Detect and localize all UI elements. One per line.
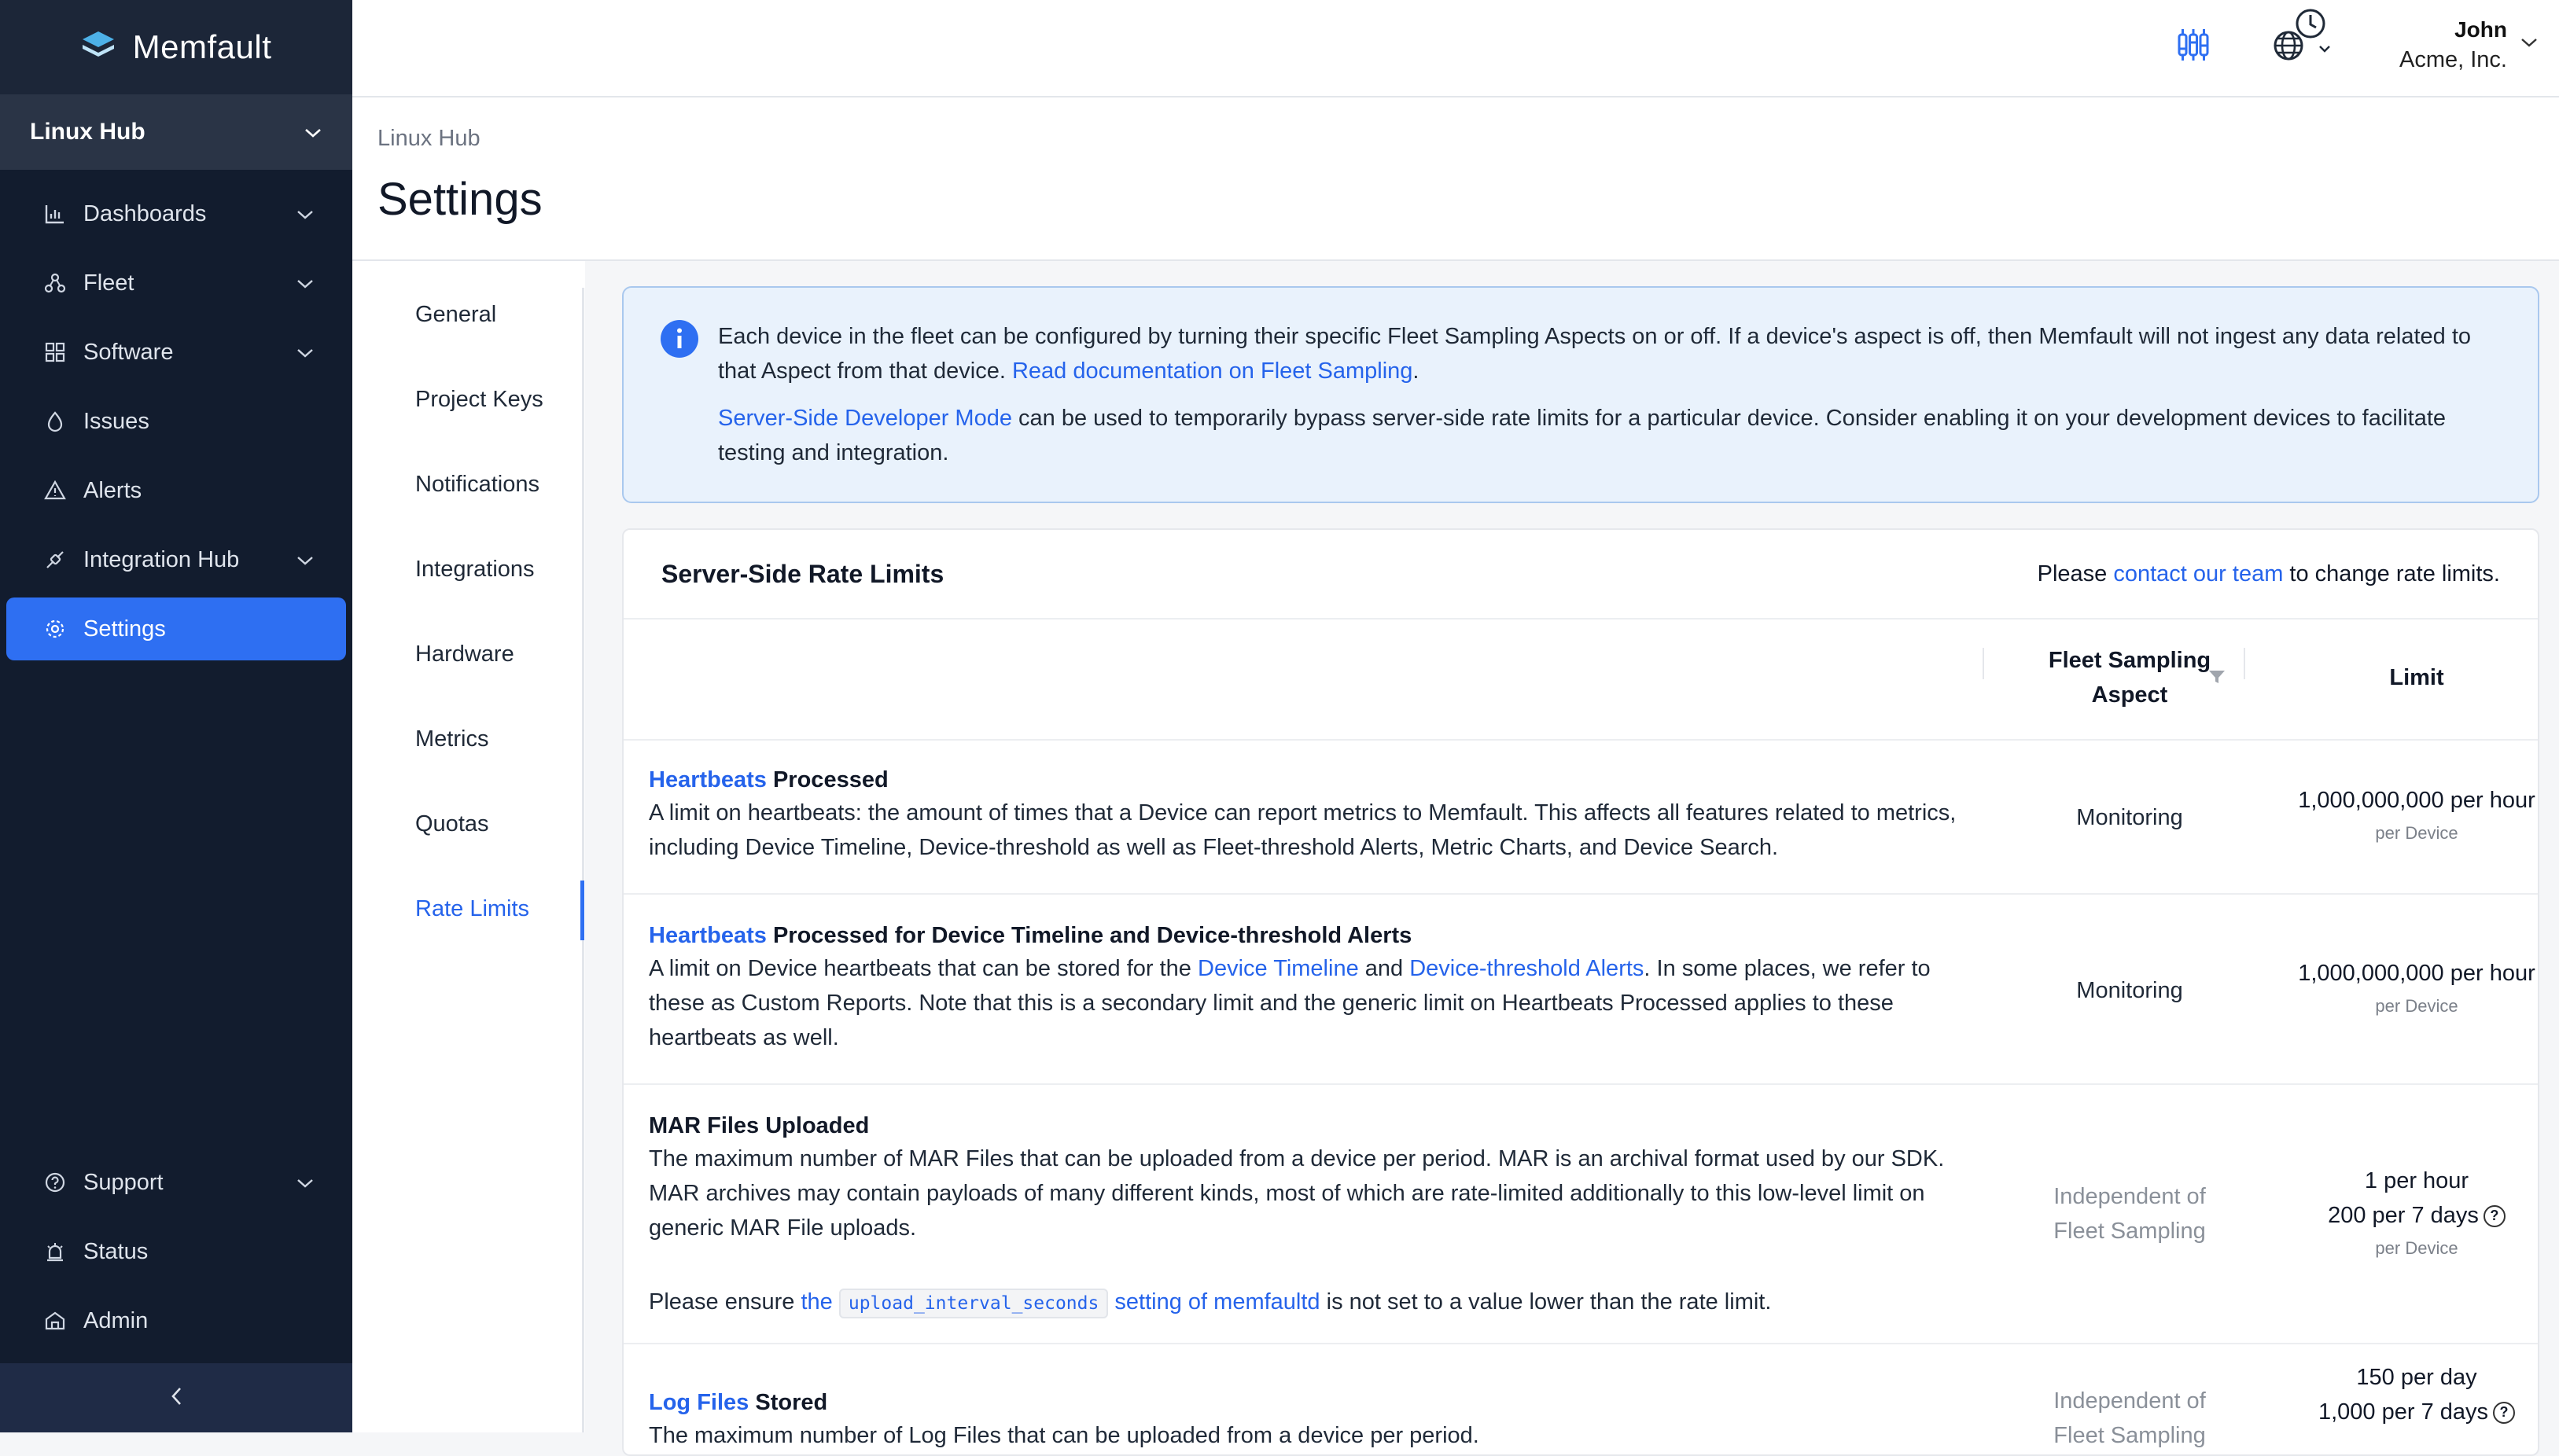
memfaultd-setting-link[interactable]: setting of memfaultd xyxy=(1114,1289,1320,1314)
row-aspect: Monitoring xyxy=(2076,978,2183,1003)
row-limit xyxy=(2291,1360,2542,1429)
tab-hardware[interactable]: Hardware xyxy=(415,642,514,667)
sidebar-item-label: Admin xyxy=(83,1307,149,1333)
sidebar-item-label: Dashboards xyxy=(83,200,207,226)
desc-text: A limit on Device heartbeats that can be stored for the xyxy=(649,956,1191,981)
tab-integrations[interactable]: Integrations xyxy=(415,557,535,582)
row-title-text: Processed xyxy=(772,767,889,792)
brand-name: Memfault xyxy=(132,28,272,65)
admin-icon xyxy=(41,1307,69,1335)
timezone-icon[interactable] xyxy=(2271,8,2337,72)
tab-notifications[interactable]: Notifications xyxy=(415,472,539,497)
row-limit xyxy=(2291,956,2542,1022)
sidebar-item-status[interactable] xyxy=(6,1220,346,1283)
settings-subnav xyxy=(352,261,585,1432)
header-text: Fleet Sampling xyxy=(2048,648,2211,673)
tab-metrics[interactable]: Metrics xyxy=(415,726,489,752)
breadcrumb[interactable]: Linux Hub xyxy=(377,126,481,151)
chevron-left-icon xyxy=(169,1386,183,1410)
chevron-down-icon[interactable] xyxy=(2520,36,2539,53)
sidebar-item-label: Support xyxy=(83,1169,164,1195)
grid-icon xyxy=(41,338,69,366)
contact-note xyxy=(2038,561,2500,587)
info-banner xyxy=(622,286,2539,503)
limit-scope: per Device xyxy=(2375,823,2458,843)
chart-icon xyxy=(41,200,69,228)
brand[interactable] xyxy=(0,0,352,94)
info-paragraph-2 xyxy=(718,401,2487,470)
chevron-down-icon xyxy=(296,1170,315,1196)
chevron-down-icon xyxy=(296,201,315,227)
limit-value: 150 per day xyxy=(2356,1365,2477,1390)
plug-icon xyxy=(41,546,69,574)
sidebar-item-fleet[interactable] xyxy=(6,252,346,314)
sidebar-nav xyxy=(0,170,352,660)
sidebar-item-label: Status xyxy=(83,1238,149,1264)
heartbeats-link[interactable]: Heartbeats xyxy=(649,767,767,792)
column-header-aspect[interactable] xyxy=(1976,643,2283,712)
page-header xyxy=(352,97,2559,261)
row-note xyxy=(649,1285,1970,1321)
contact-team-link[interactable]: contact our team xyxy=(2113,561,2284,586)
sidebar-item-label: Alerts xyxy=(83,477,142,503)
sidebar-item-settings[interactable] xyxy=(6,597,346,660)
chevron-down-icon xyxy=(304,119,322,145)
divider xyxy=(624,739,2538,741)
top-bar xyxy=(352,0,2559,97)
chevron-down-icon xyxy=(296,547,315,573)
sidebar-item-software[interactable] xyxy=(6,321,346,384)
aspect-text: Independent of xyxy=(2053,1184,2206,1209)
help-icon xyxy=(41,1168,69,1197)
sidebar xyxy=(0,0,352,1432)
help-icon[interactable]: ? xyxy=(2484,1205,2506,1227)
row-description: A limit on heartbeats: the amount of times that a Device can report metrics to Memfault. This affects all features related to metrics, including Device Timeline, Device-threshold as well as Fleet-threshold Alerts, Metric Charts, and Device Search. xyxy=(649,800,1957,860)
limit-value-with-help xyxy=(2291,1198,2542,1233)
aspect-text: Fleet Sampling xyxy=(2053,1219,2206,1244)
device-timeline-link[interactable]: Device Timeline xyxy=(1198,956,1359,981)
gear-icon xyxy=(41,615,69,643)
chevron-down-icon xyxy=(296,340,315,366)
sidebar-item-dashboards[interactable] xyxy=(6,182,346,245)
info-icon xyxy=(660,319,699,362)
chevron-down-icon xyxy=(296,270,315,296)
info-text: Each device in the fleet can be configured by turning their specific Fleet Sampling Aspects on or off. If a device's aspect is off, then Memfault will not ingest any data related to that Aspect from that device. xyxy=(718,324,2472,384)
page-title: Settings xyxy=(377,174,543,225)
fleet-sampling-docs-link[interactable]: Read documentation on Fleet Sampling xyxy=(1011,358,1413,384)
developer-mode-link[interactable]: Server-Side Developer Mode xyxy=(718,406,1012,431)
row-title: MAR Files Uploaded xyxy=(649,1113,870,1138)
sidebar-item-issues[interactable] xyxy=(6,390,346,453)
filter-icon[interactable] xyxy=(2207,668,2226,689)
aspect-text: Independent of xyxy=(2053,1388,2206,1414)
row-aspect: Monitoring xyxy=(2076,805,2183,830)
row-limit xyxy=(2291,783,2542,849)
column-header-limit: Limit xyxy=(2389,665,2444,690)
device-threshold-alerts-link[interactable]: Device-threshold Alerts xyxy=(1409,956,1644,981)
collapse-sidebar-button[interactable] xyxy=(0,1363,352,1432)
note-text: to change rate limits. xyxy=(2289,561,2500,586)
tab-rate-limits[interactable]: Rate Limits xyxy=(415,896,530,921)
sidebar-item-label: Software xyxy=(83,339,174,365)
desc-text: . In some places, we refer to these as Custom Reports. Note that this is a secondary limit and the generic limit on Heartbeats Processed applies to these heartbeats as well. xyxy=(649,956,1931,1050)
tab-quotas[interactable]: Quotas xyxy=(415,811,489,836)
active-tab-indicator xyxy=(580,881,584,940)
tab-project-keys[interactable]: Project Keys xyxy=(415,387,543,412)
card-title: Server-Side Rate Limits xyxy=(661,560,944,588)
limit-value: 1,000,000,000 per hour xyxy=(2298,961,2535,986)
limit-value: 1 per hour xyxy=(2364,1168,2469,1193)
limit-value: 1,000,000,000 per hour xyxy=(2298,788,2535,813)
row-title xyxy=(649,767,889,793)
sidebar-bottom-nav xyxy=(0,1145,352,1359)
limit-value: 200 per 7 days xyxy=(2328,1203,2479,1228)
info-paragraph-1: Each device in the fleet can be configured by turning their specific Fleet Sampling Aspects on or off. If a device's aspect is off, then Memfault will not ingest any data related to that Aspect from that device. Read documentation on Fleet Sampling. xyxy=(718,324,2472,384)
note-text: is not set to a value lower than the rate limit. xyxy=(1326,1289,1772,1314)
alert-icon xyxy=(41,476,69,505)
column-divider xyxy=(1983,648,1984,679)
limit-value: 1,000 per 7 days xyxy=(2318,1399,2489,1425)
sidebar-item-admin[interactable] xyxy=(6,1289,346,1352)
divider xyxy=(624,1083,2538,1085)
sidebar-item-label: Fleet xyxy=(83,270,134,296)
user-org: Acme, Inc. xyxy=(2399,47,2507,72)
limit-scope: per Device xyxy=(2375,1238,2458,1258)
log-files-link[interactable]: Log Files xyxy=(649,1390,749,1415)
divider xyxy=(624,618,2538,620)
row-description: The maximum number of MAR Files that can be uploaded from a device per period. MAR is an archival format used by our SDK. MAR archives may contain payloads of many different kinds, most of which are rate-limited additionally to this low-level limit on generic MAR File uploads. xyxy=(649,1146,1945,1241)
note-text: Please xyxy=(2037,561,2108,586)
status-icon xyxy=(41,1237,69,1266)
heartbeats-link[interactable]: Heartbeats xyxy=(649,923,767,948)
sidebar-item-label: Issues xyxy=(83,408,149,434)
row-aspect xyxy=(1976,1179,2283,1248)
project-name: Linux Hub xyxy=(30,119,145,145)
limit-scope: per Device xyxy=(2375,996,2458,1016)
fleet-icon xyxy=(41,269,69,297)
sidebar-item-integration-hub[interactable] xyxy=(6,528,346,591)
divider xyxy=(624,893,2538,895)
note-text: Please ensure xyxy=(649,1289,795,1314)
row-title xyxy=(649,923,1412,949)
divider xyxy=(624,1343,2538,1344)
limit-value-with-help xyxy=(2291,1395,2542,1429)
sidebar-item-support[interactable] xyxy=(6,1151,346,1214)
user-name: John xyxy=(2454,17,2507,42)
help-icon[interactable]: ? xyxy=(2493,1402,2515,1424)
metrics-icon[interactable] xyxy=(2177,27,2210,67)
sidebar-item-alerts[interactable] xyxy=(6,459,346,522)
sidebar-item-label: Settings xyxy=(83,616,166,642)
project-selector[interactable] xyxy=(0,94,352,170)
row-description xyxy=(649,951,1970,1055)
row-aspect xyxy=(1976,1384,2283,1453)
user-menu[interactable] xyxy=(2399,17,2507,73)
tab-general[interactable]: General xyxy=(415,302,497,327)
memfault-logo-icon xyxy=(81,30,116,65)
header-text: Aspect xyxy=(2091,682,2168,708)
row-title xyxy=(649,1390,827,1416)
subnav-divider xyxy=(582,288,584,1432)
row-title-text: Stored xyxy=(755,1390,828,1415)
aspect-text: Fleet Sampling xyxy=(2053,1423,2206,1448)
sidebar-item-label: Integration Hub xyxy=(83,546,240,572)
bug-icon xyxy=(41,407,69,436)
desc-text: and xyxy=(1364,956,1404,981)
the-link[interactable]: the xyxy=(801,1289,833,1314)
row-description: The maximum number of Log Files that can be uploaded from a device per period. xyxy=(649,1423,1479,1448)
info-text: can be used to temporarily bypass server-side rate limits for a particular device. Consider enabling it on your development devices to facilitate testing and integration. xyxy=(718,406,2447,465)
rate-limits-card xyxy=(622,528,2539,1456)
config-key-code: upload_interval_seconds xyxy=(839,1289,1109,1318)
column-divider xyxy=(2244,648,2245,679)
row-limit xyxy=(2291,1164,2542,1264)
row-title-text: Processed for Device Timeline and Device-threshold Alerts xyxy=(772,923,1412,948)
